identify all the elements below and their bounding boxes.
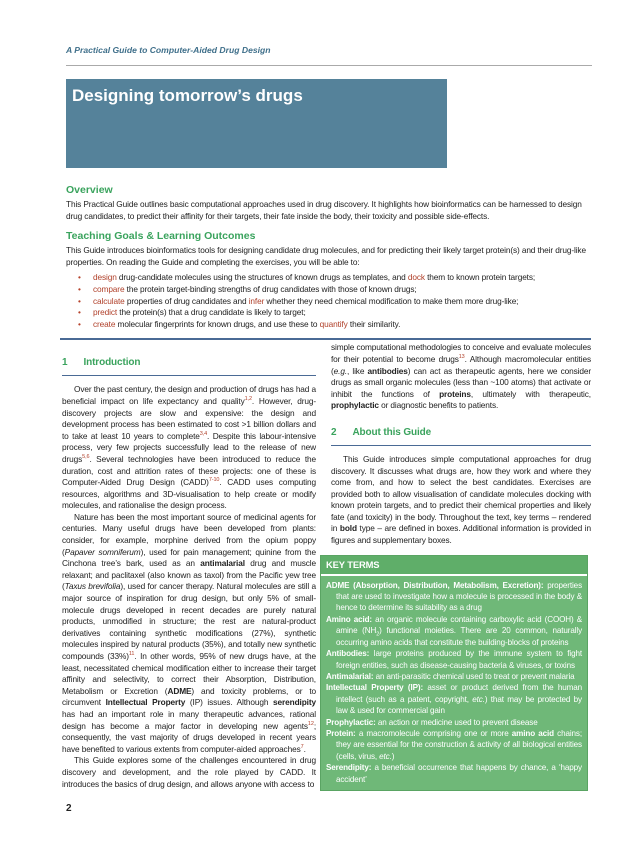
text-run: This Guide explores some of the challenges encountered in drug discovery and development, and the role played by CADD. It introduces the basics of drug design, and allows anyone with access to	[62, 755, 316, 789]
text-run: , like	[347, 365, 368, 376]
subscript: 2	[376, 631, 380, 638]
keyword: calculate	[93, 295, 125, 306]
bold-term: antibodies	[367, 365, 408, 376]
text-run: Nature has been the most important source of medicinal agents for centuries. Many useful drugs have been developed from plants: consider, for example, morphine derived from the opium poppy (	[62, 511, 316, 557]
bold-term: serendipity	[273, 697, 316, 708]
text-run: . Several technologies have been introduced to reduce the duration, cost and attrition rates of these projects: one of these is Computer-Aided Drug Design (CADD)	[62, 453, 316, 488]
section-2-body	[331, 454, 591, 547]
goal-item	[66, 284, 592, 296]
section-rule	[331, 445, 591, 446]
text-run: chains; they are essential for the construction & activity of all biological entities (cells, virus,	[336, 728, 582, 761]
paragraph	[62, 755, 316, 790]
section-1-heading	[62, 356, 316, 369]
text-run: ; consequently, the vast majority of drugs developed in recent years have benefited to various extents from computer-aided approaches	[62, 720, 316, 754]
key-term	[326, 614, 582, 648]
text-run: (IP) issues. Although	[185, 697, 274, 708]
citation: 7	[300, 743, 304, 750]
goal-item	[66, 272, 592, 284]
text-run: etc.	[472, 694, 485, 704]
text-run: Over the past century, the design and production of drugs has had a beneficial impact on life expectancy and quality	[62, 384, 316, 406]
key-term	[326, 648, 582, 671]
key-term	[326, 728, 582, 762]
keyword: dock	[407, 272, 425, 283]
overview-heading: Overview	[66, 184, 113, 196]
text-run: . However, drug-discovery projects are slow and expensive: the design and development process has been estimated to cost >1 billion dollars and to take at least 10 years to complete	[62, 395, 316, 441]
goal-item	[66, 296, 592, 308]
text-run: e.g.	[333, 365, 348, 376]
text-run: has had an important role in many therapeutic advances, rational design has become a major factor in developing new agents	[62, 708, 316, 731]
section-number: 1	[62, 357, 68, 369]
text-run: .	[303, 743, 306, 754]
text-run: the protein(s) that a drug candidate is likely to target;	[117, 307, 306, 318]
keyword: infer	[248, 295, 265, 306]
text-run: large proteins produced by the immune system to fight foreign entities, such as disease-causing bacteria & viruses, or toxins	[336, 649, 582, 670]
citation: 11	[128, 651, 135, 658]
text-run: Papaver somniferum	[64, 546, 141, 557]
left-column	[62, 340, 316, 790]
key-term	[326, 671, 582, 682]
bold-term: antimalarial	[200, 558, 245, 569]
text-run: ), used for cancer therapy. Natural molecules are still a major source of inspiration for drug design, but only 5% of small-molecule drugs developed in recent decades are purely natural products, unmodified in structure; the rest are natural-product derivatives containing synthetic modifications (27%), synthetic molecules inspired by natural products (35%), and totally new synthetic compounds (33%)	[62, 581, 316, 661]
text-run: ) that may be protected by law & used for commercial gain	[336, 694, 582, 716]
bold-term: Serendipity:	[326, 763, 372, 773]
text-run: a macromolecule comprising one or more	[355, 728, 512, 738]
text-run: etc.	[379, 751, 392, 761]
citation: 1,2	[244, 396, 252, 403]
right-column	[326, 340, 592, 791]
text-run: , ultimately with therapeutic,	[470, 388, 591, 399]
paragraph	[331, 454, 591, 547]
keyword: design	[93, 272, 117, 283]
bold-term: Intellectual Property	[105, 697, 186, 708]
key-term	[326, 717, 582, 728]
text-run: Taxus brevifolia	[64, 581, 121, 592]
text-run: an anti-parasitic chemical used to treat or prevent malaria	[373, 671, 575, 681]
text-run: whether they need chemical modification to make them more drug-like;	[264, 295, 519, 306]
overview-text: This Practical Guide outlines basic computational approaches used in drug discovery. It highlights how bioinformatics can be harnessed to design drug candidates, to predict their affinity for their targets, their fate inside the body, their toxicity and possible side-effects.	[66, 199, 582, 221]
bold-term: Amino acid:	[326, 614, 372, 624]
section-number: 2	[331, 426, 337, 438]
text-run: . Despite this labour-intensive process, very few projects successfully lead to the release of new drugs	[62, 430, 316, 464]
key-terms-list	[321, 576, 587, 790]
page-title: Designing tomorrow’s drugs	[72, 86, 303, 105]
goals-intro: This Guide introduces bioinformatics tools for designing candidate drug molecules, and for predicting their likely target protein(s) and their drug-like properties. On reading the Guide and completing the exercises, you will be able to:	[66, 245, 586, 267]
text-run: properties of drug candidates and	[124, 295, 249, 306]
citation: 13	[458, 354, 465, 361]
text-run: a beneficial occurrence that happens by chance, a ‘happy accident’	[336, 763, 582, 784]
header-divider	[66, 65, 592, 66]
citation: 3,4	[199, 430, 208, 437]
text-run: drug-candidate molecules using the structures of known drugs as templates, and	[116, 272, 408, 283]
section-title: About this Guide	[352, 426, 432, 438]
text-run: or diagnostic benefits to patients.	[378, 400, 499, 411]
text-run: them to known protein targets;	[424, 272, 536, 283]
section-rule	[62, 375, 316, 376]
text-run: . Although macromolecular entities (	[331, 353, 591, 376]
paragraph	[331, 342, 591, 412]
paragraph	[62, 384, 316, 512]
section-1-body	[62, 384, 316, 790]
keyword: predict	[93, 307, 118, 318]
section-2-heading	[331, 426, 591, 439]
goals-list	[66, 272, 592, 330]
keyword: quantify	[319, 318, 348, 329]
text-run: ) can act as therapeutic agents, here we consider drugs as small organic molecules (less than ~100 atoms) that activate or inhibit the functions of	[331, 365, 591, 399]
text-run: . CADD uses computing resources, algorithms and 3D-visualisation to help create or modify molecules, and rationalise the design process.	[62, 477, 317, 511]
text-run: properties that are used to investigate how a molecule is processed in the body & hence to determine its suitability as a drug	[336, 580, 582, 613]
citation: 5,6	[82, 454, 90, 461]
text-run: asset or product derived from the human intellect (such as a patent, copyright,	[336, 683, 582, 704]
goal-item	[66, 307, 592, 319]
key-terms-heading: KEY TERMS	[321, 556, 587, 576]
text-run: type – are defined in boxes. Additional information is provided in figures and supplementary boxes.	[331, 523, 592, 546]
two-column-body	[62, 340, 592, 791]
text-run: their similarity.	[347, 318, 401, 329]
title-banner	[66, 79, 447, 168]
text-run: )	[391, 751, 395, 761]
running-head: A Practical Guide to Computer-Aided Drug Design	[66, 45, 271, 55]
text-run: molecular fingerprints for known drugs, and use these to	[115, 318, 320, 329]
page-number: 2	[66, 802, 72, 814]
text-run: . In other words, 95% of new drugs have, at the least, necessitated chemical modification either to increase their target affinity and selectivity, to correct their Absorption, Distribution, Metabolism or Excretion (	[62, 651, 317, 696]
bold-term: bold	[339, 523, 357, 534]
key-term	[326, 580, 582, 614]
keyword: create	[93, 318, 116, 329]
text-run: ) and toxicity problems, or to circumvent	[62, 685, 316, 708]
text-run: an organic molecule containing carboxylic acid (COOH) & amine (NH	[336, 614, 582, 636]
key-terms-box	[320, 555, 588, 791]
citation: 12	[307, 720, 314, 727]
bold-term: proteins	[439, 388, 471, 399]
text-run: ) functional moieties. There are 20 common, naturally occurring amino acids that constitute the building-blocks of proteins	[336, 626, 582, 647]
key-term	[326, 682, 582, 716]
bold-term: Antimalarial:	[326, 671, 374, 681]
goal-item	[66, 319, 592, 331]
text-run: an action or medicine used to prevent disease	[375, 717, 538, 727]
text-run: drug and muscle relaxant; and paclitaxel (also known as taxol) from the Pacific yew tree (	[62, 558, 316, 592]
bold-term: Intellectual Property (IP):	[326, 683, 424, 693]
paragraph	[62, 512, 316, 755]
bold-term: Prophylactic:	[326, 717, 376, 727]
overview-section	[66, 184, 592, 330]
text-run: the protein target-binding strengths of drug candidates with those of known drugs;	[124, 283, 417, 294]
text-run: ), used for pain management; quinine from the Cinchona tree’s bark, used as an	[62, 546, 316, 569]
bold-term: amino acid	[511, 728, 554, 738]
section-title: Introduction	[83, 357, 141, 369]
citation: 7-10	[208, 477, 220, 484]
text-run: This Guide introduces simple computational approaches for drug discovery. It discusses what drugs are, how they work and where they come from, and how to select the best candidates. Exercises are provided both to allow visualisation of candidate molecules docking with known protein targets, and to predict their chemical properties and likely fate (and toxicity) in the body. Throughout the text, key terms – rendered in	[331, 453, 591, 534]
key-term	[326, 762, 582, 785]
bold-term: Protein:	[326, 728, 356, 738]
bold-term: ADME (Absorption, Distribution, Metabolism, Excretion):	[326, 580, 544, 590]
goals-heading: Teaching Goals & Learning Outcomes	[66, 230, 256, 243]
bold-term: Antibodies:	[326, 649, 370, 659]
text-run: simple computational methodologies to conceive and evaluate molecules for their potential to become drugs	[331, 342, 591, 364]
bold-term: ADME	[167, 685, 192, 696]
keyword: compare	[93, 283, 125, 294]
bold-term: prophylactic	[331, 400, 379, 411]
